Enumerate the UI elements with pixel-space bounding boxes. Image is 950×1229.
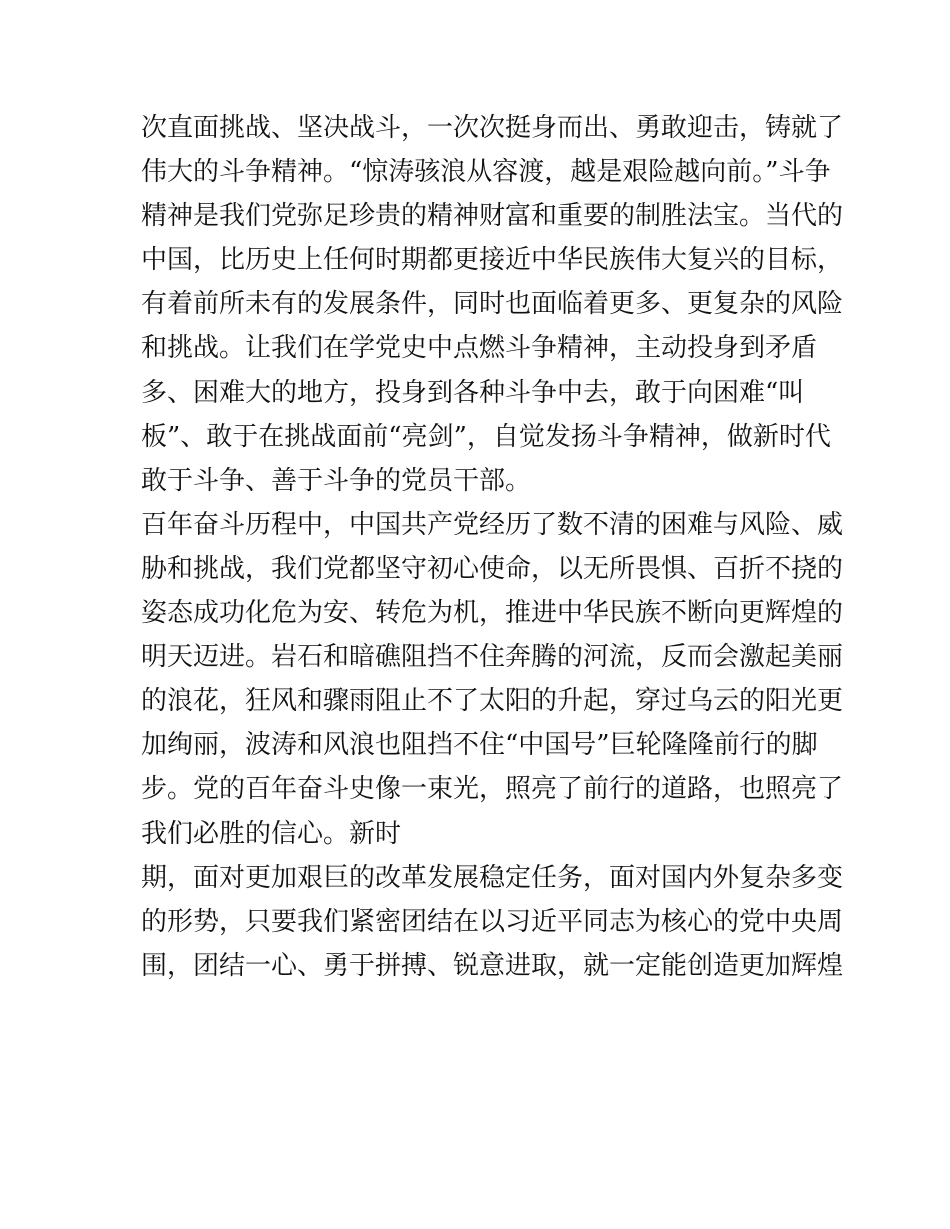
text-line: 胁和挑战，我们党都坚守初心使命，以无所畏惧、百折不挠的	[141, 553, 844, 584]
text-line: 板”、敢于在挑战面前“亮剑”，自觉发扬斗争精神，做新时代	[141, 421, 831, 452]
text-line: 期，面对更加艰巨的改革发展稳定任务，面对国内外复杂多变	[141, 862, 844, 893]
body-text	[141, 106, 844, 988]
text-line: 百年奋斗历程中，中国共产党经历了数不清的困难与风险、威	[141, 509, 844, 540]
text-line: 和挑战。让我们在学党史中点燃斗争精神，主动投身到矛盾	[141, 333, 818, 364]
text-line: 多、困难大的地方，投身到各种斗争中去，敢于向困难“叫	[141, 377, 805, 408]
text-line: 伟大的斗争精神。“惊涛骇浪从容渡，越是艰险越向前。”斗争	[141, 157, 831, 188]
text-line: 姿态成功化危为安、转危为机，推进中华民族不断向更辉煌的	[141, 598, 844, 629]
text-line: 围，团结一心、勇于拼搏、锐意进取，就一定能创造更加辉煌	[141, 950, 844, 981]
text-line: 中国，比历史上任何时期都更接近中华民族伟大复兴的目标，	[141, 245, 844, 276]
text-line: 明天迈进。岩石和暗礁阻挡不住奔腾的河流，反而会激起美丽	[141, 642, 844, 673]
text-line: 敢于斗争、善于斗争的党员干部。	[141, 465, 532, 496]
text-line: 有着前所未有的发展条件，同时也面临着更多、更复杂的风险	[141, 289, 844, 320]
text-line: 我们必胜的信心。新时	[141, 818, 402, 849]
text-line: 次直面挑战、坚决战斗，一次次挺身而出、勇敢迎击，铸就了	[141, 113, 844, 143]
text-line: 的浪花，狂风和骤雨阻止不了太阳的升起，穿过乌云的阳光更	[141, 686, 844, 717]
text-line: 的形势，只要我们紧密团结在以习近平同志为核心的党中央周	[141, 906, 844, 937]
text-line: 步。党的百年奋斗史像一束光，照亮了前行的道路，也照亮了	[141, 774, 844, 805]
text-line: 加绚丽，波涛和风浪也阻挡不住“中国号”巨轮隆隆前行的脚	[141, 730, 818, 761]
text-line: 精神是我们党弥足珍贵的精神财富和重要的制胜法宝。当代的	[141, 201, 844, 232]
